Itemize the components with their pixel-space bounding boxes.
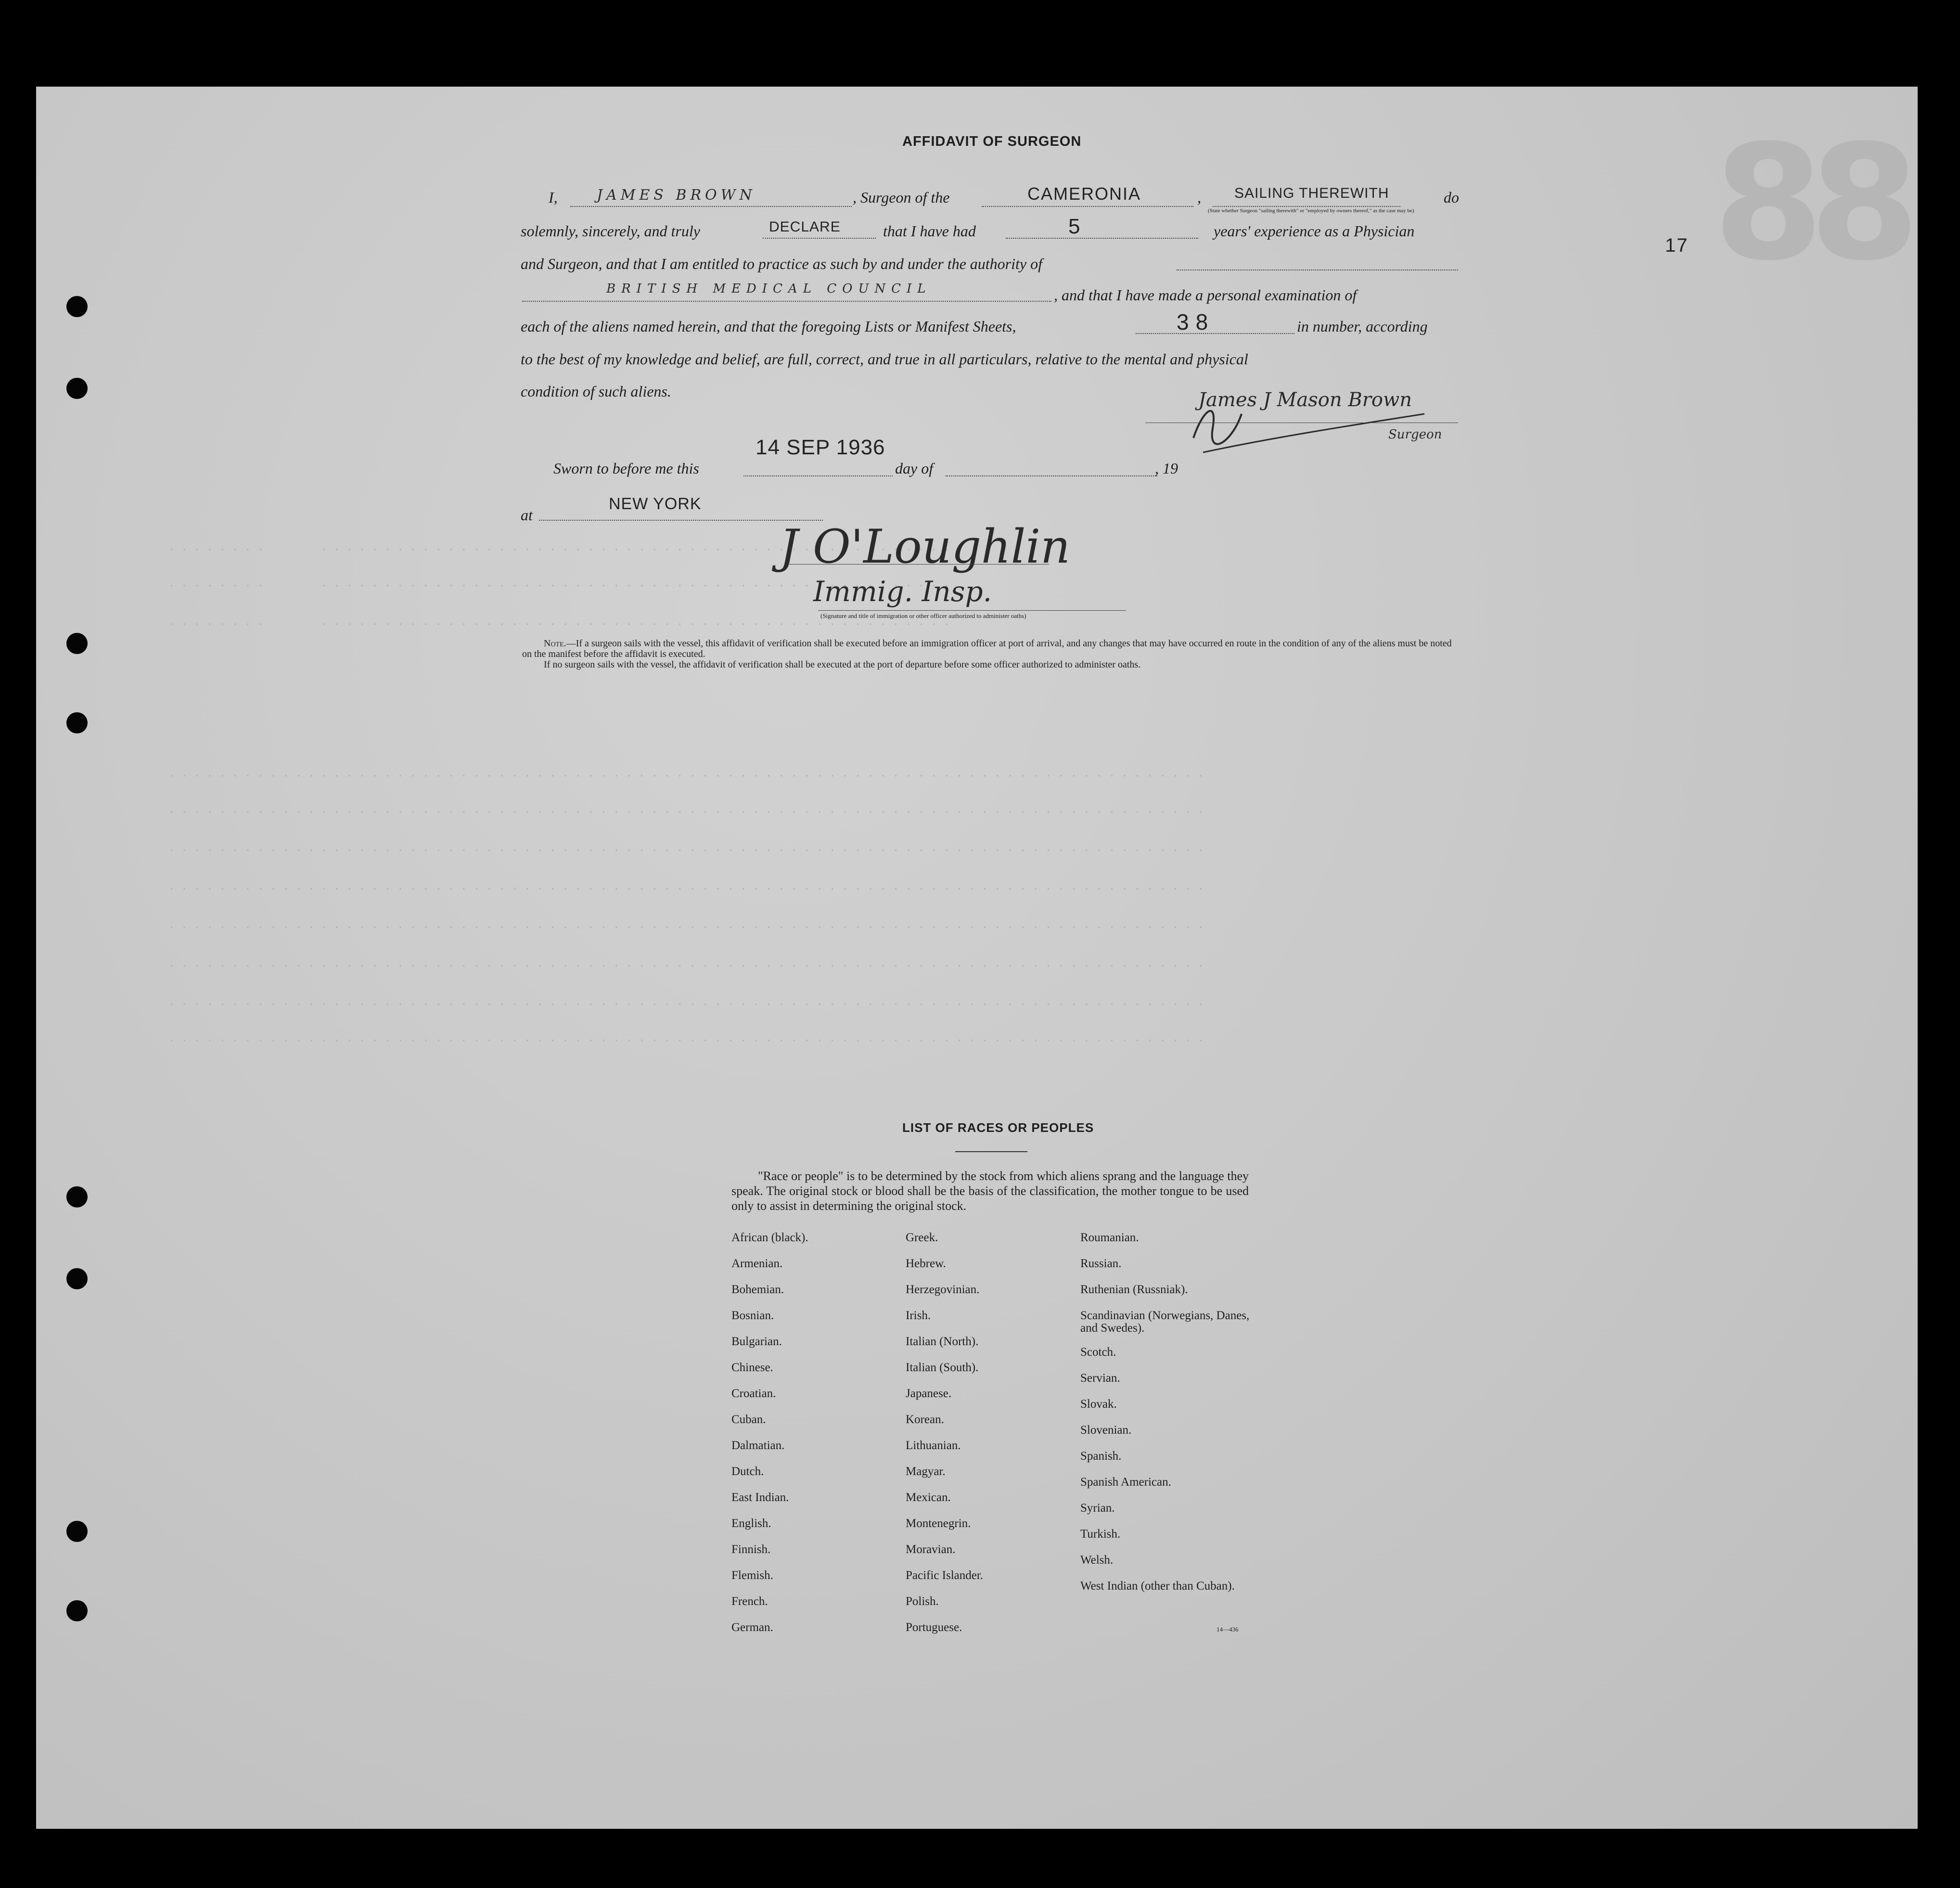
bleed-through-stamp: 88 xyxy=(1713,111,1906,295)
sailing-note: (State whether Surgeon "sailing therewith" or "employed by owners thereof," as the case may be) xyxy=(1208,208,1414,214)
race-item: Scandinavian (Norwegians, Danes, and Swedes). xyxy=(1080,1309,1250,1335)
affidavit-text: I, xyxy=(549,189,558,206)
note-text-2: If no surgeon sails with the vessel, the affidavit of verification shall be executed at the port of departure before some officer authorized to administer oaths. xyxy=(544,659,1141,670)
punch-hole xyxy=(66,1600,88,1621)
race-item: Russian. xyxy=(1080,1257,1122,1270)
race-item: Chinese. xyxy=(731,1361,773,1374)
sworn-text: at xyxy=(521,506,533,524)
fill-line xyxy=(1136,333,1294,334)
surgeon-signature: James J Mason Brown xyxy=(1198,389,1412,411)
signature-line xyxy=(818,610,1126,611)
races-column-1 xyxy=(731,1225,895,1641)
punch-hole xyxy=(66,712,88,733)
affidavit-note xyxy=(522,638,1460,670)
sworn-text: Sworn to before me this xyxy=(553,460,699,477)
affidavit-text: to the best of my knowledge and belief, are full, correct, and true in all particulars, relative to the mental and physical xyxy=(521,350,1248,368)
affidavit-text: years' experience as a Physician xyxy=(1214,222,1415,240)
race-item: Moravian. xyxy=(906,1543,956,1556)
race-item: German. xyxy=(731,1621,773,1634)
race-item: East Indian. xyxy=(731,1491,789,1504)
race-item: Syrian. xyxy=(1080,1502,1115,1515)
race-item: Korean. xyxy=(906,1413,944,1426)
race-item: Slovenian. xyxy=(1080,1424,1132,1437)
race-item: Servian. xyxy=(1080,1372,1120,1385)
races-title: LIST OF RACES OR PEOPLES xyxy=(902,1120,1094,1135)
race-item: Polish. xyxy=(906,1595,939,1608)
years-experience: 5 xyxy=(1068,215,1081,238)
punch-hole xyxy=(66,1268,88,1289)
affidavit-text: do xyxy=(1444,189,1459,206)
note-label: Note. xyxy=(544,638,566,649)
race-item: Croatian. xyxy=(731,1387,776,1400)
race-item: Lithuanian. xyxy=(906,1439,961,1452)
race-item: Bosnian. xyxy=(731,1309,774,1322)
race-item: Montenegrin. xyxy=(906,1517,971,1530)
race-item: Dalmatian. xyxy=(731,1439,785,1452)
race-item: Portuguese. xyxy=(906,1621,962,1634)
race-item: Irish. xyxy=(906,1309,931,1322)
race-item: Magyar. xyxy=(906,1465,946,1478)
race-item: Dutch. xyxy=(731,1465,764,1478)
sailing-status: SAILING THEREWITH xyxy=(1234,185,1389,201)
affidavit-text: that I have had xyxy=(883,222,976,240)
fill-line xyxy=(946,475,1157,476)
punch-hole xyxy=(66,633,88,654)
race-item: African (black). xyxy=(731,1231,808,1244)
affidavit-title: AFFIDAVIT OF SURGEON xyxy=(902,134,1082,149)
race-item: Herzegovinian. xyxy=(906,1283,980,1296)
ship-name: CAMERONIA xyxy=(1027,184,1141,204)
sworn-text: , 19 xyxy=(1155,460,1178,477)
affidavit-text: in number, according xyxy=(1297,318,1428,335)
sheet-count: 38 xyxy=(1177,309,1215,334)
race-item: English. xyxy=(731,1517,771,1530)
sworn-date-stamp: 14 SEP 1936 xyxy=(756,436,885,459)
affidavit-text: condition of such aliens. xyxy=(521,383,671,400)
surgeon-name: JAMES BROWN xyxy=(597,187,756,204)
race-item: Pacific Islander. xyxy=(906,1569,984,1582)
surgeon-label: Surgeon xyxy=(1388,427,1442,442)
race-item: Slovak. xyxy=(1080,1398,1117,1411)
race-item: Ruthenian (Russniak). xyxy=(1080,1283,1188,1296)
punch-hole xyxy=(66,378,88,399)
race-item: Roumanian. xyxy=(1080,1231,1139,1244)
fill-line xyxy=(763,238,876,239)
race-item: Italian (North). xyxy=(906,1335,979,1348)
affidavit-text: and Surgeon, and that I am entitled to practice as such by and under the authority of xyxy=(521,255,1042,272)
race-item: Welsh. xyxy=(1080,1554,1114,1567)
race-item: Cuban. xyxy=(731,1413,766,1426)
page-number: 17 xyxy=(1665,235,1689,256)
affidavit-text: , Surgeon of the xyxy=(853,189,950,206)
sworn-place: NEW YORK xyxy=(609,495,702,513)
race-item: Spanish. xyxy=(1080,1450,1122,1463)
affidavit-text: , and that I have made a personal examination of xyxy=(1054,286,1357,304)
affidavit-text: each of the aliens named herein, and that the foregoing Lists or Manifest Sheets, xyxy=(521,318,1016,335)
race-item: Bulgarian. xyxy=(731,1335,782,1348)
officer-caption: (Signature and title of immigration or other officer authorized to administer oaths) xyxy=(820,612,1026,619)
race-item: West Indian (other than Cuban). xyxy=(1080,1580,1235,1593)
race-item: Italian (South). xyxy=(906,1361,979,1374)
races-column-3 xyxy=(1080,1225,1254,1593)
race-item: Bohemian. xyxy=(731,1283,784,1296)
race-item: Japanese. xyxy=(906,1387,952,1400)
punch-hole xyxy=(66,1186,88,1207)
fill-line xyxy=(743,475,893,476)
officer-title: Immig. Insp. xyxy=(813,575,992,608)
affidavit-text: solemnly, sincerely, and truly xyxy=(521,222,700,240)
race-item: French. xyxy=(731,1595,768,1608)
races-column-2 xyxy=(906,1225,1069,1641)
race-item: Hebrew. xyxy=(906,1257,946,1270)
officer-signature: J O'Loughlin xyxy=(780,520,1070,574)
form-number: 14—436 xyxy=(1217,1626,1239,1633)
declaration-word: DECLARE xyxy=(769,219,841,235)
race-item: Finnish. xyxy=(731,1543,771,1556)
authority: BRITISH MEDICAL COUNCIL xyxy=(606,282,932,296)
race-item: Mexican. xyxy=(906,1491,951,1504)
fill-line xyxy=(570,206,852,207)
races-title-rule xyxy=(955,1151,1027,1152)
affidavit-text: , xyxy=(1197,189,1201,206)
fill-line xyxy=(1213,206,1400,207)
fill-line xyxy=(1006,238,1198,239)
fill-line xyxy=(522,301,1051,302)
race-item: Flemish. xyxy=(731,1569,773,1582)
punch-hole xyxy=(66,1521,88,1542)
race-item: Spanish American. xyxy=(1080,1476,1171,1489)
race-item: Turkish. xyxy=(1080,1528,1121,1541)
note-text-1: —If a surgeon sails with the vessel, this affidavit of verification shall be executed before an immigration officer at port of arrival, and any changes that may have occurred en route in the condition of any of the aliens must be noted on the manifest before the affidavit is executed. xyxy=(522,638,1452,659)
race-item: Greek. xyxy=(906,1231,938,1244)
races-intro: "Race or people" is to be determined by the stock from which aliens sprang and the language they speak. The original stock or blood shall be the basis of the classification, the mother tongue to be used only to assist in determining the original stock. xyxy=(731,1169,1249,1213)
signature-line xyxy=(789,564,1049,565)
race-item: Scotch. xyxy=(1080,1346,1116,1359)
sworn-text: day of xyxy=(895,460,934,477)
race-item: Armenian. xyxy=(731,1257,783,1270)
punch-hole xyxy=(66,296,88,317)
fill-line xyxy=(982,206,1193,207)
